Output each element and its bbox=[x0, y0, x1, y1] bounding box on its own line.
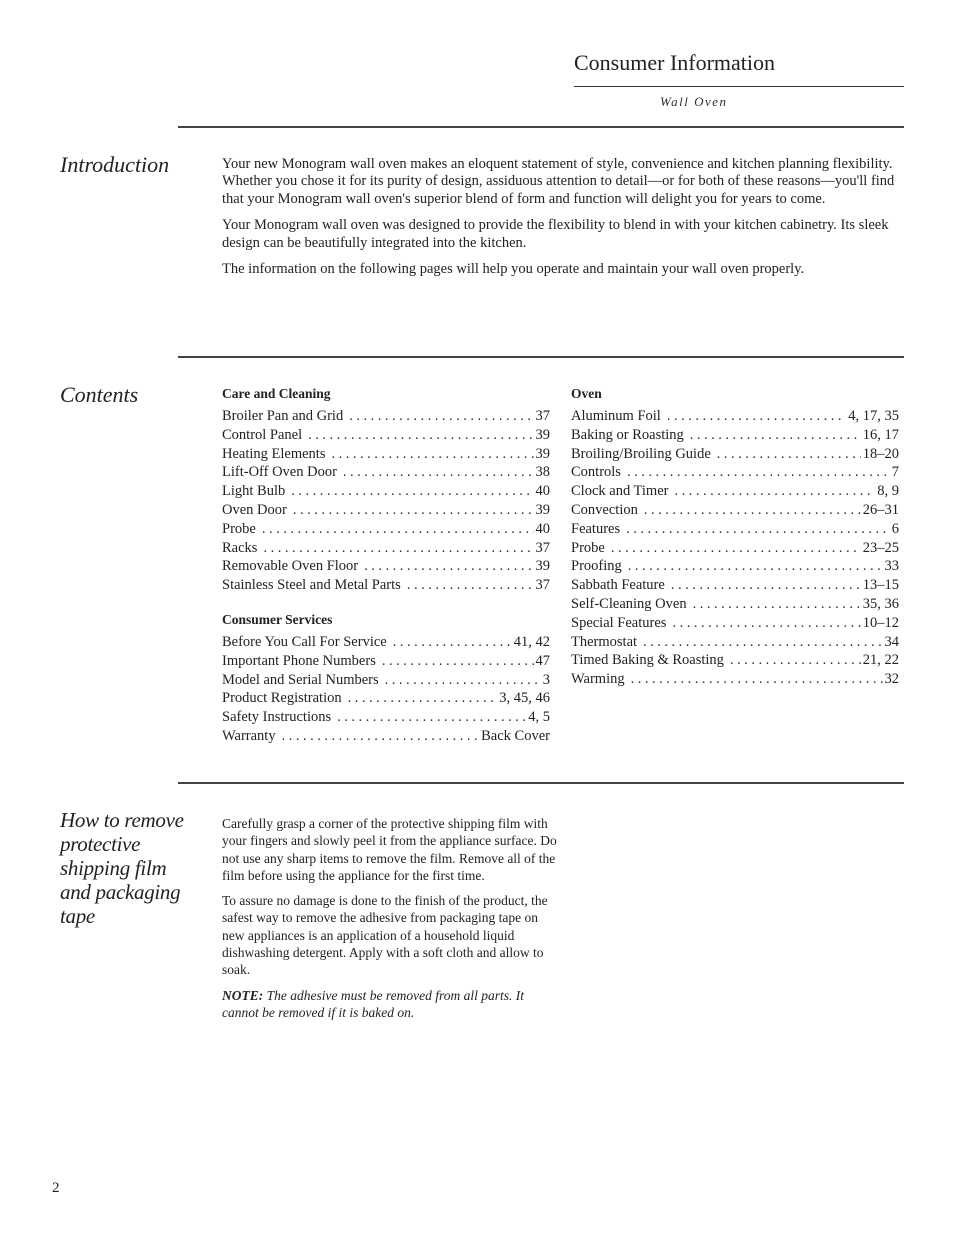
toc-leader-dots bbox=[382, 652, 534, 671]
toc-entry-label: Light Bulb bbox=[222, 483, 286, 500]
toc-entry bbox=[571, 539, 899, 558]
toc-entry-label: Clock and Timer bbox=[571, 483, 669, 500]
toc-entry bbox=[222, 633, 550, 652]
contents-title: Contents bbox=[60, 382, 139, 407]
toc-leader-dots bbox=[343, 463, 534, 482]
toc-entry-page: 38 bbox=[535, 464, 550, 481]
toc-entry-label: Before You Call For Service bbox=[222, 633, 387, 650]
toc-leader-dots bbox=[672, 614, 860, 633]
toc-leader-dots bbox=[674, 482, 875, 501]
toc-entry-label: Safety Instructions bbox=[222, 709, 332, 726]
toc-entry-page: 10–12 bbox=[862, 614, 899, 631]
toc-entry bbox=[571, 501, 899, 520]
toc-leader-dots bbox=[282, 727, 480, 746]
page-number: 2 bbox=[52, 1180, 60, 1196]
toc-heading-oven: Oven bbox=[571, 386, 602, 401]
toc-entry bbox=[571, 520, 899, 539]
intro-paragraph: Your new Monogram wall oven makes an eloquent statement of style, convenience and kitchen planning flexibility. Whether you chose it for its purity of design, assiduous attention to detail—or for both of these reasons—you'll find that your Monogram wall oven's superior blend of form and function will delight you for years to come. bbox=[222, 156, 895, 207]
toc-entry-page: 37 bbox=[535, 577, 550, 594]
intro-paragraph: The information on the following pages will help you operate and maintain your wall oven properly. bbox=[222, 261, 805, 278]
toc-entry-page: Back Cover bbox=[481, 727, 550, 744]
toc-entry bbox=[222, 501, 550, 520]
toc-entry-label: Control Panel bbox=[222, 426, 303, 443]
toc-leader-dots bbox=[385, 671, 541, 690]
toc-entry bbox=[222, 539, 550, 558]
toc-entry bbox=[571, 426, 899, 445]
toc-entry bbox=[571, 670, 899, 689]
toc-entry-page: 33 bbox=[884, 558, 899, 575]
toc-entry-label: Product Registration bbox=[222, 690, 342, 707]
toc-entry-page: 4, 17, 35 bbox=[848, 408, 899, 424]
toc-entry-page: 37 bbox=[535, 408, 550, 424]
toc-entry-page: 37 bbox=[535, 539, 550, 556]
toc-entry-label: Removable Oven Floor bbox=[222, 558, 359, 575]
header-subtitle: Wall Oven bbox=[660, 94, 728, 109]
toc-entry-page: 3, 45, 46 bbox=[499, 690, 550, 707]
toc-leader-dots bbox=[348, 689, 498, 708]
note-label: NOTE: bbox=[222, 987, 264, 1003]
toc-entry-label: Warranty bbox=[222, 727, 276, 744]
toc-leader-dots bbox=[690, 426, 861, 445]
toc-entry bbox=[571, 595, 899, 614]
toc-entry-page: 35, 36 bbox=[862, 595, 899, 612]
section-divider bbox=[178, 782, 904, 784]
toc-entry-page: 21, 22 bbox=[862, 652, 899, 669]
toc-entry bbox=[222, 520, 550, 539]
toc-entry bbox=[222, 445, 550, 464]
toc-entry-page: 39 bbox=[535, 445, 550, 462]
toc-entry-label: Broiling/Broiling Guide bbox=[571, 445, 711, 462]
toc-entry-page: 34 bbox=[884, 633, 899, 650]
toc-entry-page: 26–31 bbox=[862, 501, 899, 518]
toc-leader-dots bbox=[626, 520, 890, 539]
film-note bbox=[222, 987, 558, 1022]
toc-entry-label: Racks bbox=[222, 539, 258, 556]
toc-entry bbox=[222, 463, 550, 482]
toc-entry-page: 18–20 bbox=[862, 445, 899, 462]
toc-entry-label: Warming bbox=[571, 671, 625, 688]
toc-leader-dots bbox=[263, 539, 533, 558]
toc-entry-label: Proofing bbox=[571, 558, 622, 575]
toc-entry-label: Model and Serial Numbers bbox=[222, 671, 379, 688]
toc-entry bbox=[571, 482, 899, 501]
toc-leader-dots bbox=[693, 595, 861, 614]
toc-entry bbox=[571, 633, 899, 652]
toc-leader-dots bbox=[627, 463, 890, 482]
toc-entry-label: Probe bbox=[222, 520, 256, 537]
toc-leader-dots bbox=[611, 539, 861, 558]
toc-entry bbox=[222, 671, 550, 690]
toc-leader-dots bbox=[631, 670, 883, 689]
toc-leader-dots bbox=[643, 633, 882, 652]
intro-paragraph: Your Monogram wall oven was designed to provide the flexibility to blend in with your kitchen cabinetry. Its sleek design can be beautifully integrated into the kitchen. bbox=[222, 217, 889, 251]
toc-entry-page: 23–25 bbox=[862, 539, 899, 556]
toc-entry bbox=[222, 689, 550, 708]
toc-leader-dots bbox=[291, 482, 533, 501]
introduction-body bbox=[222, 156, 904, 287]
toc-entry-label: Timed Baking & Roasting bbox=[571, 652, 724, 669]
toc-entry bbox=[571, 407, 899, 426]
section-divider bbox=[178, 126, 904, 128]
toc-list-oven bbox=[571, 407, 899, 689]
toc-leader-dots bbox=[671, 576, 861, 595]
toc-entry-label: Important Phone Numbers bbox=[222, 652, 376, 669]
toc-leader-dots bbox=[337, 708, 526, 727]
toc-entry-label: Probe bbox=[571, 539, 605, 556]
toc-entry-label: Stainless Steel and Metal Parts bbox=[222, 577, 401, 594]
toc-entry-page: 13–15 bbox=[862, 577, 899, 594]
toc-leader-dots bbox=[393, 633, 512, 652]
header-title: Consumer Information bbox=[574, 50, 776, 75]
toc-entry bbox=[571, 651, 899, 670]
toc-entry-label: Baking or Roasting bbox=[571, 426, 684, 443]
introduction-title: Introduction bbox=[60, 152, 170, 177]
toc-leader-dots bbox=[308, 426, 533, 445]
toc-entry bbox=[222, 727, 550, 746]
toc-entry bbox=[222, 652, 550, 671]
film-section-body bbox=[222, 815, 558, 1029]
toc-entry-page: 41, 42 bbox=[513, 633, 550, 650]
toc-heading-care: Care and Cleaning bbox=[222, 386, 331, 401]
note-text: The adhesive must be removed from all parts. It cannot be removed if it is baked on. bbox=[222, 987, 524, 1020]
toc-entry bbox=[222, 576, 550, 595]
toc-leader-dots bbox=[717, 445, 861, 464]
film-section-title: How to remove protective shipping film and packaging tape bbox=[60, 808, 184, 928]
toc-leader-dots bbox=[262, 520, 534, 539]
toc-entry-page: 47 bbox=[535, 652, 550, 669]
toc-entry bbox=[222, 407, 550, 426]
toc-leader-dots bbox=[667, 407, 846, 426]
toc-entry bbox=[571, 576, 899, 595]
toc-leader-dots bbox=[293, 501, 534, 520]
toc-entry-label: Thermostat bbox=[571, 633, 638, 650]
toc-entry bbox=[571, 463, 899, 482]
toc-entry-label: Aluminum Foil bbox=[571, 408, 661, 424]
toc-column-right bbox=[571, 386, 899, 689]
toc-column-left bbox=[222, 386, 550, 746]
toc-leader-dots bbox=[644, 501, 861, 520]
toc-entry-page: 39 bbox=[535, 426, 550, 443]
toc-entry-label: Heating Elements bbox=[222, 445, 326, 462]
toc-entry-label: Sabbath Feature bbox=[571, 577, 665, 594]
section-divider bbox=[178, 356, 904, 358]
toc-entry-label: Features bbox=[571, 520, 621, 537]
toc-entry bbox=[571, 445, 899, 464]
toc-leader-dots bbox=[364, 557, 533, 576]
toc-entry-label: Convection bbox=[571, 501, 638, 518]
toc-entry bbox=[571, 614, 899, 633]
toc-entry-label: Oven Door bbox=[222, 501, 287, 518]
toc-entry bbox=[222, 708, 550, 727]
film-paragraph: To assure no damage is done to the finish of the product, the safest way to remove the adhesive from packaging tape on new appliances is an application of a household liquid dishwashing detergent. Apply with a soft cloth and allow to soak. bbox=[222, 893, 548, 978]
toc-entry-page: 39 bbox=[535, 558, 550, 575]
toc-entry-page: 40 bbox=[535, 520, 550, 537]
toc-entry bbox=[222, 482, 550, 501]
toc-leader-dots bbox=[628, 557, 883, 576]
toc-leader-dots bbox=[331, 445, 533, 464]
toc-entry-label: Special Features bbox=[571, 614, 667, 631]
toc-entry-page: 7 bbox=[891, 464, 899, 481]
toc-list-services bbox=[222, 633, 550, 746]
toc-list-care bbox=[222, 407, 550, 595]
toc-entry-page: 32 bbox=[884, 671, 899, 688]
toc-heading-services: Consumer Services bbox=[222, 611, 333, 627]
toc-entry-page: 3 bbox=[542, 671, 550, 688]
toc-entry bbox=[571, 557, 899, 576]
toc-entry bbox=[222, 557, 550, 576]
toc-leader-dots bbox=[407, 576, 534, 595]
toc-entry-page: 8, 9 bbox=[877, 483, 899, 500]
toc-entry-page: 39 bbox=[535, 501, 550, 518]
toc-entry-label: Broiler Pan and Grid bbox=[222, 408, 344, 424]
toc-entry-page: 6 bbox=[891, 520, 899, 537]
toc-leader-dots bbox=[349, 407, 533, 426]
toc-entry bbox=[222, 426, 550, 445]
toc-entry-label: Controls bbox=[571, 464, 621, 481]
toc-entry-label: Self-Cleaning Oven bbox=[571, 595, 687, 612]
toc-entry-page: 16, 17 bbox=[862, 426, 899, 443]
header-rule bbox=[574, 86, 904, 87]
toc-entry-page: 4, 5 bbox=[528, 709, 550, 726]
toc-entry-page: 40 bbox=[535, 483, 550, 500]
toc-entry-label: Lift-Off Oven Door bbox=[222, 464, 337, 481]
toc-leader-dots bbox=[730, 651, 861, 670]
film-paragraph: Carefully grasp a corner of the protective shipping film with your fingers and slowly peel it from the appliance surface. Do not use any sharp items to remove the film. Remove all of the film before using the appliance for the first time. bbox=[222, 816, 557, 883]
